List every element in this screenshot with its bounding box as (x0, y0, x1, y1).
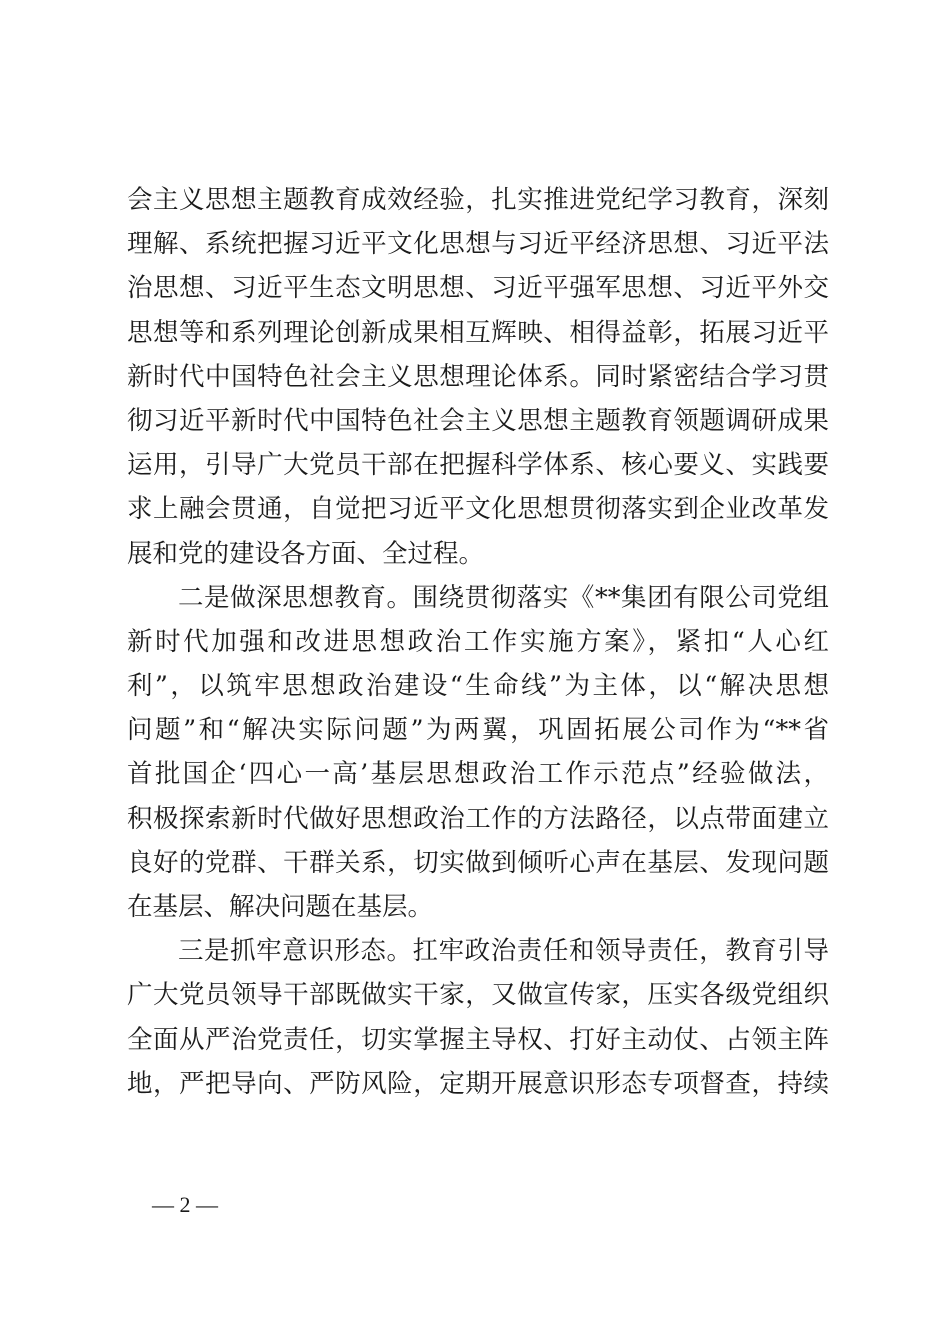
text-line: 彻习近平新时代中国特色社会主义思想主题教育领题调研成果 (127, 405, 829, 436)
text-line: 求上融会贯通，自觉把习近平文化思想贯彻落实到企业改革发 (127, 494, 829, 525)
text-line: 良好的党群、干群关系，切实做到倾听心声在基层、发现问题 (127, 847, 829, 878)
text-line: 运用，引导广大党员干部在把握科学体系、核心要义、实践要 (127, 450, 829, 481)
text-line: 地，严把导向、严防风险，定期开展意识形态专项督查，持续 (127, 1068, 829, 1099)
text-line: 首批国企‘四心一高’基层思想政治工作示范点”经验做法， (127, 759, 829, 790)
paragraph-heading-line: 三是抓牢意识形态。扛牢政治责任和领导责任，教育引导 (178, 936, 829, 967)
page-number: — 2 — (152, 1192, 218, 1217)
text-line: 新时代加强和改进思想政治工作实施方案》，紧扣“人心红 (127, 626, 829, 657)
text-line: 积极探索新时代做好思想政治工作的方法路径，以点带面建立 (127, 803, 829, 834)
text-line: 治思想、习近平生态文明思想、习近平强军思想、习近平外交 (127, 273, 829, 304)
text-line: 新时代中国特色社会主义思想理论体系。同时紧密结合学习贯 (127, 361, 829, 392)
text-line: 会主义思想主题教育成效经验，扎实推进党纪学习教育，深刻 (127, 185, 829, 215)
text-line: 全面从严治党责任，切实掌握主导权、打好主动仗、占领主阵 (127, 1024, 829, 1055)
text-line: 理解、系统把握习近平文化思想与习近平经济思想、习近平法 (127, 229, 829, 260)
text-line: 利”，以筑牢思想政治建设“生命线”为主体，以“解决思想 (127, 671, 829, 702)
text-line: 思想等和系列理论创新成果相互辉映、相得益彰，拓展习近平 (127, 317, 829, 348)
text-line: 问题”和“解决实际问题”为两翼，巩固拓展公司作为“**省 (127, 715, 829, 746)
text-line: 广大党员领导干部既做实干家，又做宣传家，压实各级党组织 (127, 980, 829, 1011)
paragraph-heading-line: 二是做深思想教育。围绕贯彻落实《**集团有限公司党组 (178, 582, 829, 613)
body-text (127, 178, 829, 1106)
text-line: 展和党的建设各方面、全过程。 (127, 538, 485, 569)
text-line: 在基层、解决问题在基层。 (127, 892, 434, 922)
